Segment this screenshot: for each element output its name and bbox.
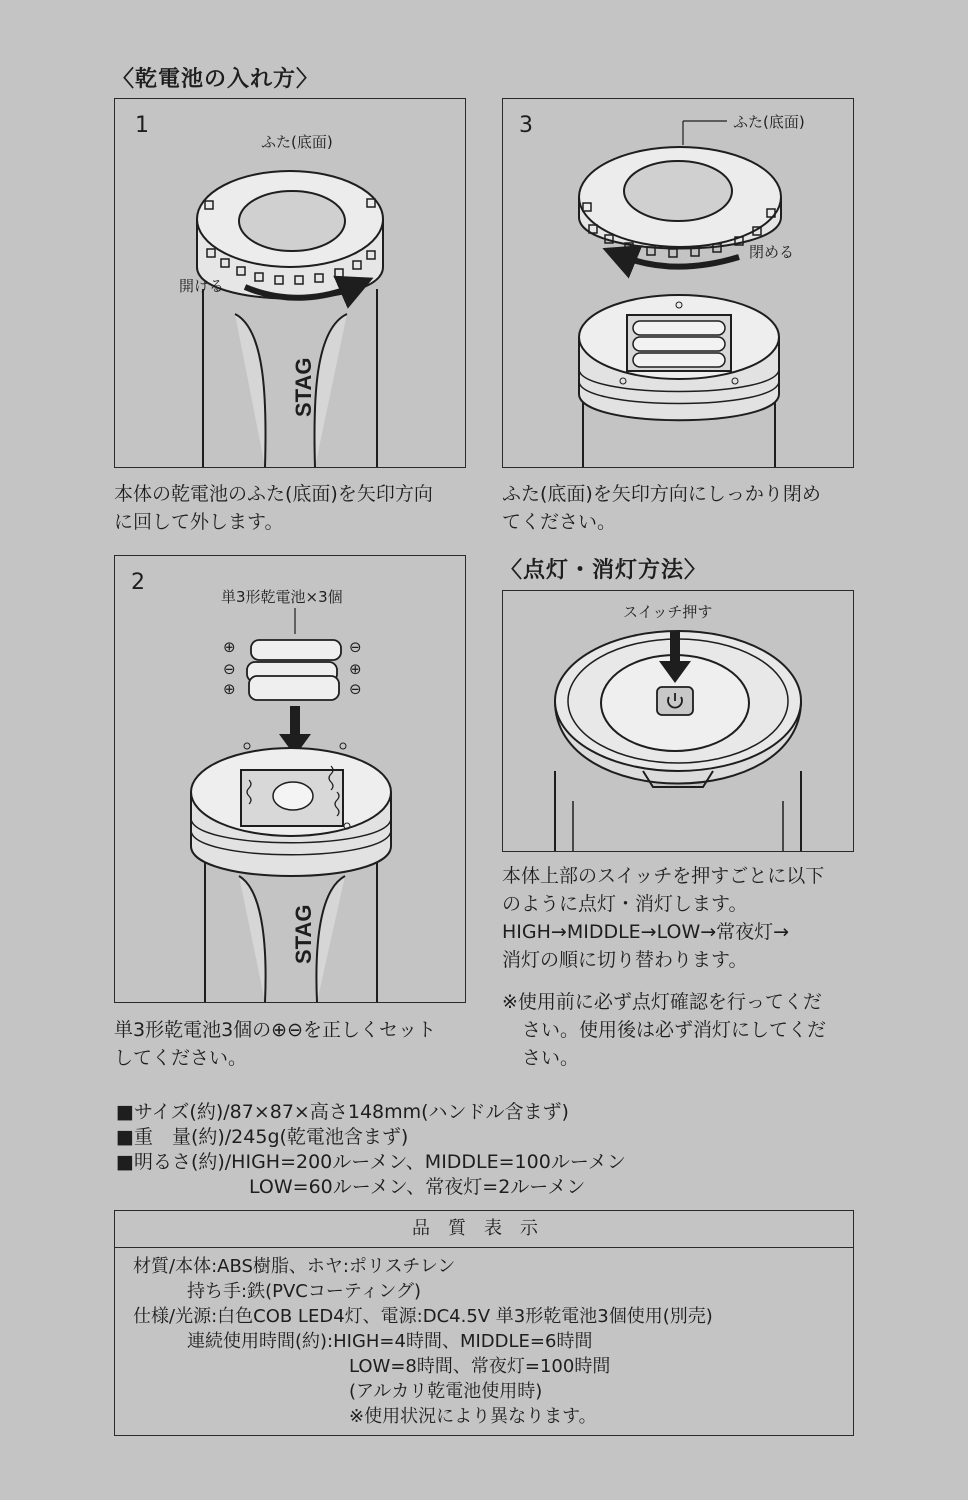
polarity-plus-right-2: ⊕ — [349, 660, 362, 678]
step1-number: 1 — [135, 113, 149, 138]
light-note-line-1: ※使用前に必ず点灯確認を行ってくだ — [502, 991, 822, 1013]
quality-line-4: 連続使用時間(約):HIGH=4時間、MIDDLE=6時間 — [133, 1331, 593, 1352]
step3-caption — [502, 480, 821, 536]
step3-number: 3 — [519, 113, 533, 138]
polarity-minus-right-3: ⊖ — [349, 680, 362, 698]
spec-brightness: ■明るさ(約)/HIGH=200ルーメン、MIDDLE=100ルーメン — [116, 1151, 626, 1173]
quality-line-6: (アルカリ乾電池使用時) — [133, 1381, 543, 1402]
switch-panel — [502, 590, 854, 852]
light-section-title: 〈点灯・消灯方法〉 — [500, 558, 708, 583]
quality-line-3: 仕様/光源:白色COB LED4灯、電源:DC4.5V 単3形乾電池3個使用(別売) — [133, 1306, 713, 1327]
step1-caption-line-2: に回して外します。 — [114, 511, 284, 533]
step3-lid-label: ふた(底面) — [733, 113, 805, 131]
polarity-plus-left-3: ⊕ — [223, 680, 236, 698]
step2-number: 2 — [131, 570, 145, 595]
step2-panel — [114, 555, 466, 1003]
step1-panel — [114, 98, 466, 468]
quality-body — [115, 1248, 853, 1429]
quality-title: 品質表示 — [115, 1211, 853, 1248]
light-caption-line-4: 消灯の順に切り替わります。 — [502, 949, 748, 971]
light-caption — [502, 862, 824, 974]
light-caption-line-3: HIGH→MIDDLE→LOW→常夜灯→ — [502, 921, 790, 943]
light-note-line-2: さい。使用後は必ず消灯にしてくだ — [522, 1019, 827, 1041]
step1-caption-line-1: 本体の乾電池のふた(底面)を矢印方向 — [114, 483, 433, 505]
step1-brand-text: STAG — [291, 357, 316, 417]
polarity-plus-left-1: ⊕ — [223, 638, 236, 656]
step3-panel — [502, 98, 854, 468]
switch-label: スイッチ押す — [623, 603, 713, 621]
quality-box — [114, 1210, 854, 1436]
step1-illustration — [115, 99, 465, 467]
spec-brightness-cont: LOW=60ルーメン、常夜灯=2ルーメン — [116, 1176, 586, 1198]
step1-lid-label: ふた(底面) — [261, 133, 333, 151]
step2-caption-line-2: してください。 — [114, 1047, 248, 1069]
step2-caption — [114, 1016, 436, 1072]
light-note-line-3: さい。 — [522, 1047, 580, 1069]
polarity-minus-right-1: ⊖ — [349, 638, 362, 656]
step3-close-label: 閉める — [749, 243, 795, 261]
light-note — [502, 988, 826, 1072]
step3-illustration — [503, 99, 853, 467]
step2-battery-label: 単3形乾電池×3個 — [221, 588, 343, 606]
step2-illustration — [115, 556, 465, 1002]
quality-line-1: 材質/本体:ABS樹脂、ホヤ:ポリスチレン — [133, 1256, 456, 1277]
light-caption-line-1: 本体上部のスイッチを押すごとに以下 — [502, 865, 825, 887]
step1-caption — [114, 480, 433, 536]
step3-caption-line-2: てください。 — [502, 511, 617, 533]
quality-line-5: LOW=8時間、常夜灯=100時間 — [133, 1356, 611, 1377]
light-caption-line-2: のように点灯・消灯します。 — [502, 893, 748, 915]
battery-section-title: 〈乾電池の入れ方〉 — [112, 67, 320, 92]
polarity-minus-left-2: ⊖ — [223, 660, 236, 678]
switch-illustration — [503, 591, 853, 851]
specs-list — [116, 1100, 626, 1200]
spec-size: ■サイズ(約)/87×87×高さ148mm(ハンドル含まず) — [116, 1101, 569, 1123]
step2-brand-text: STAG — [291, 904, 316, 964]
spec-weight: ■重 量(約)/245g(乾電池含まず) — [116, 1126, 409, 1148]
step2-caption-line-1: 単3形乾電池3個の⊕⊖を正しくセット — [114, 1019, 437, 1041]
step3-caption-line-1: ふた(底面)を矢印方向にしっかり閉め — [502, 483, 821, 505]
step1-open-label: 開ける — [179, 277, 225, 295]
quality-line-7: ※使用状況により異なります。 — [133, 1406, 597, 1427]
quality-line-2: 持ち手:鉄(PVCコーティング) — [133, 1281, 422, 1302]
